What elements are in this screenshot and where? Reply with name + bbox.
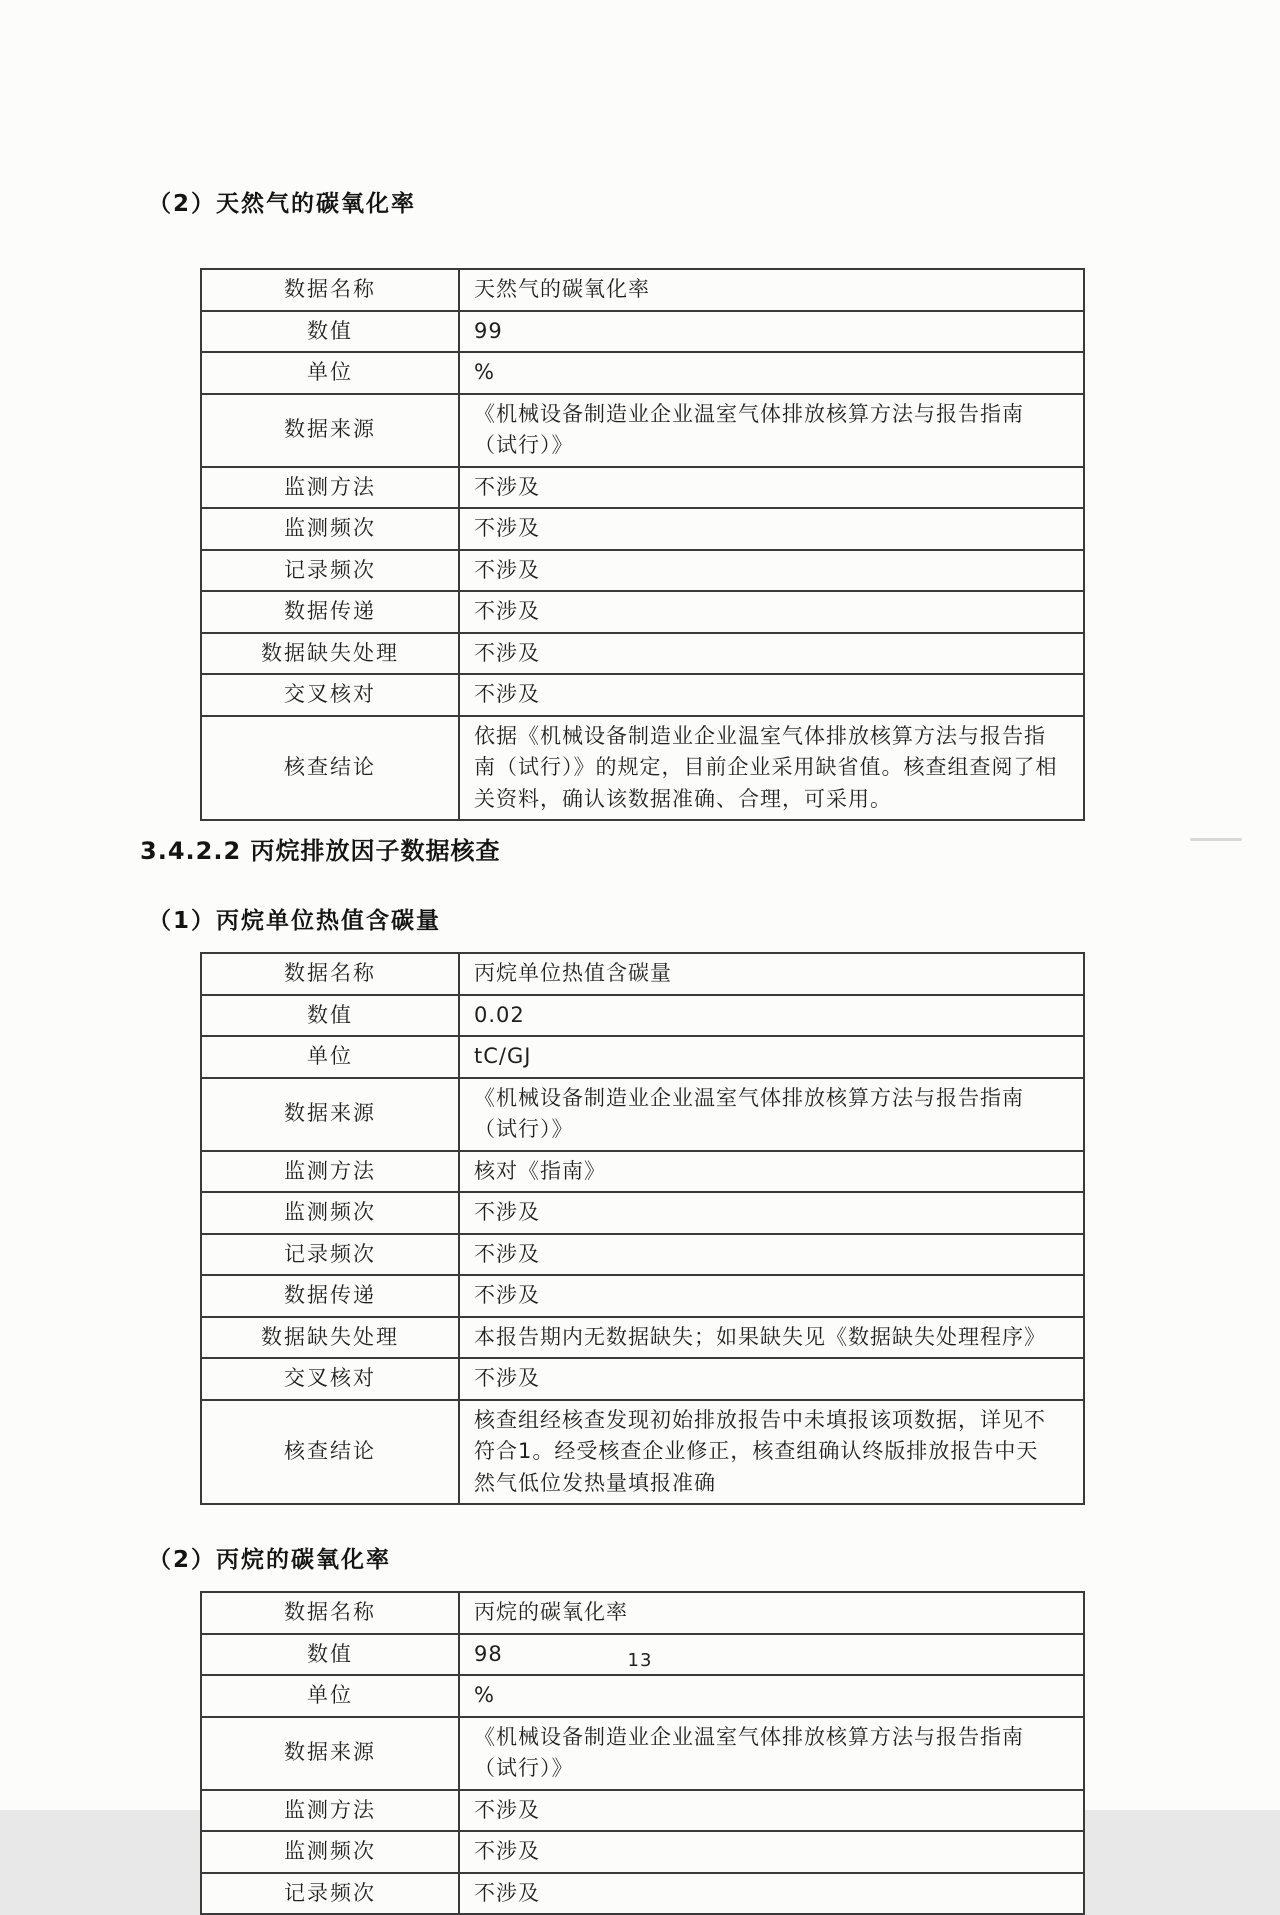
row-value: tC/GJ [459,1036,1084,1078]
page-number: 13 [627,1650,653,1671]
row-value: 不涉及 [459,1234,1084,1276]
table-row [201,1151,1084,1193]
row-label: 数据来源 [201,1078,459,1151]
table-row [201,953,1084,995]
row-value: 《机械设备制造业企业温室气体排放核算方法与报告指南（试行）》 [459,394,1084,467]
row-value: % [459,352,1084,394]
table-row [201,1592,1084,1634]
row-value: 0.02 [459,995,1084,1037]
table-propane-carbon-content [200,952,1085,1505]
row-value: 不涉及 [459,1358,1084,1400]
row-label: 数据传递 [201,591,459,633]
row-value: 不涉及 [459,1873,1084,1915]
row-value: 《机械设备制造业企业温室气体排放核算方法与报告指南（试行）》 [459,1717,1084,1790]
table-row [201,674,1084,716]
row-label: 单位 [201,1036,459,1078]
table-row [201,1317,1084,1359]
row-label: 数据缺失处理 [201,633,459,675]
table-row [201,269,1084,311]
table-row [201,591,1084,633]
row-value: 本报告期内无数据缺失；如果缺失见《数据缺失处理程序》 [459,1317,1084,1359]
row-value: 不涉及 [459,508,1084,550]
row-value: 核查组经核查发现初始排放报告中未填报该项数据，详见不符合1。经受核查企业修正，核查组确认终版排放报告中天然气低位发热量填报准确 [459,1400,1084,1505]
row-label: 数据名称 [201,269,459,311]
row-label: 单位 [201,1675,459,1717]
row-label: 监测方法 [201,467,459,509]
table-row [201,1790,1084,1832]
row-label: 监测频次 [201,508,459,550]
row-label: 单位 [201,352,459,394]
row-label: 监测频次 [201,1192,459,1234]
table-row [201,1675,1084,1717]
row-label: 数值 [201,311,459,353]
table-row [201,508,1084,550]
table-row [201,1831,1084,1873]
table-row [201,1036,1084,1078]
table-row [201,633,1084,675]
table-row [201,716,1084,821]
table-propane-oxidation-rate [200,1591,1085,1915]
row-value: 不涉及 [459,674,1084,716]
table-row [201,1400,1084,1505]
row-value: 丙烷的碳氧化率 [459,1592,1084,1634]
row-label: 记录频次 [201,550,459,592]
table-row [201,1078,1084,1151]
heading-section-3-4-2-2: 3.4.2.2 丙烷排放因子数据核查 [140,837,501,865]
row-value: % [459,1675,1084,1717]
table-row [201,352,1084,394]
heading-natural-gas-oxidation-rate: （2）天然气的碳氧化率 [148,191,417,217]
row-value: 98 [459,1634,1084,1676]
row-label: 数据来源 [201,1717,459,1790]
table-row [201,1717,1084,1790]
table-row [201,394,1084,467]
table-natural-gas-oxidation-rate [200,268,1085,821]
row-label: 数值 [201,995,459,1037]
heading-propane-carbon-content: （1）丙烷单位热值含碳量 [148,908,442,934]
row-label: 监测方法 [201,1151,459,1193]
row-label: 数据来源 [201,394,459,467]
row-value: 不涉及 [459,550,1084,592]
heading-propane-oxidation-rate: （2）丙烷的碳氧化率 [148,1547,392,1573]
table-row [201,995,1084,1037]
table-row [201,1275,1084,1317]
table-row [201,550,1084,592]
row-value: 核对《指南》 [459,1151,1084,1193]
row-label: 监测方法 [201,1790,459,1832]
row-value: 不涉及 [459,1790,1084,1832]
row-label: 监测频次 [201,1831,459,1873]
row-label: 记录频次 [201,1234,459,1276]
row-value: 依据《机械设备制造业企业温室气体排放核算方法与报告指南（试行）》的规定，目前企业采用缺省值。核查组查阅了相关资料，确认该数据准确、合理，可采用。 [459,716,1084,821]
table-row [201,1873,1084,1915]
row-value: 不涉及 [459,633,1084,675]
row-label: 数据缺失处理 [201,1317,459,1359]
row-label: 核查结论 [201,1400,459,1505]
row-label: 数据名称 [201,953,459,995]
row-value: 99 [459,311,1084,353]
row-label: 数据名称 [201,1592,459,1634]
row-label: 交叉核对 [201,674,459,716]
row-value: 不涉及 [459,467,1084,509]
row-value: 《机械设备制造业企业温室气体排放核算方法与报告指南（试行）》 [459,1078,1084,1151]
row-value: 不涉及 [459,1831,1084,1873]
table-row [201,1192,1084,1234]
row-value: 丙烷单位热值含碳量 [459,953,1084,995]
table-row [201,1358,1084,1400]
row-label: 交叉核对 [201,1358,459,1400]
row-label: 数值 [201,1634,459,1676]
row-label: 记录频次 [201,1873,459,1915]
table-row [201,311,1084,353]
row-value: 不涉及 [459,591,1084,633]
table-row [201,1234,1084,1276]
table-row [201,467,1084,509]
scan-artifact-mark [1190,838,1242,841]
row-label: 核查结论 [201,716,459,821]
row-value: 不涉及 [459,1192,1084,1234]
row-value: 不涉及 [459,1275,1084,1317]
row-value: 天然气的碳氧化率 [459,269,1084,311]
row-label: 数据传递 [201,1275,459,1317]
